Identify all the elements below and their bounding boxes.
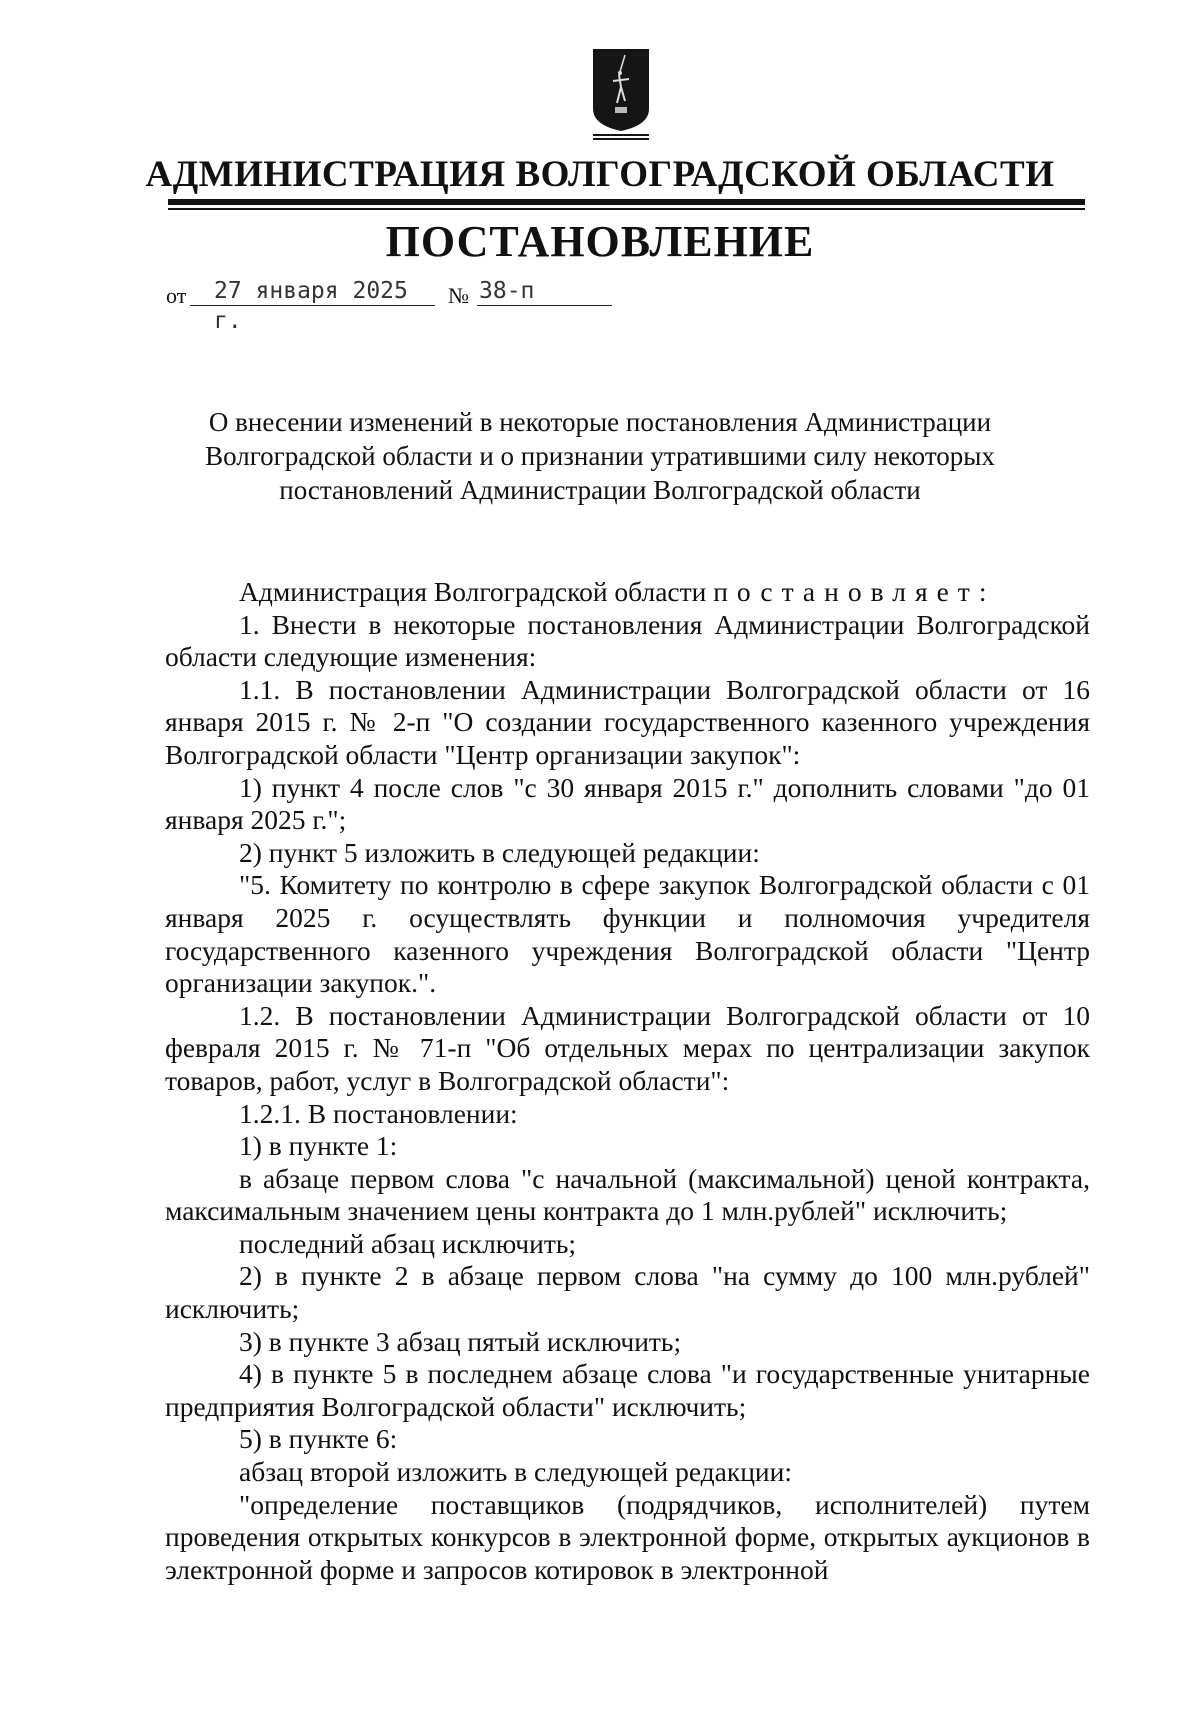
header-divider-thick	[168, 199, 1085, 205]
document-type-title: ПОСТАНОВЛЕНИЕ	[385, 217, 815, 266]
number-label: №	[448, 283, 469, 308]
preamble-decree-word: постановляет:	[713, 576, 996, 607]
paragraph: 2) в пункте 2 в абзаце первом слова "на сумму до 100 млн.рублей" исключить;	[165, 1260, 1090, 1325]
organization-title: АДМИНИСТРАЦИЯ ВОЛГОГРАДСКОЙ ОБЛАСТИ	[145, 154, 1055, 195]
paragraph: 1.2.1. В постановлении:	[239, 1097, 518, 1129]
document-subject: О внесении изменений в некоторые постановления Администрации Волгоградской области и о признании утратившими силу некоторых постановлений Администрации Волгоградской области	[205, 407, 995, 505]
paragraph: 5) в пункте 6:	[239, 1423, 398, 1455]
preamble-text: Администрация Волгоградской области	[239, 576, 714, 607]
paragraph: 4) в пункте 5 в последнем абзаце слова "и государственные унитарные предприятия Волгоградской области" исключить;	[165, 1358, 1090, 1422]
preamble	[165, 576, 1090, 609]
paragraph: "определение поставщиков (подрядчиков, исполнителей) путем проведения открытых конкурсов в электронной форме, открытых аукционов в электронной форме и запросов котировок в электронной	[165, 1488, 1090, 1585]
document-date: 27 января 2025 г.	[190, 276, 435, 306]
document-number: 38-п	[477, 276, 612, 306]
paragraph: "5. Комитету по контролю в сфере закупок Волгоградской области с 01 января 2025 г. осуществлять функции и полномочия учредителя государственного казенного учреждения Волгоградской области "Центр организации закупок.".	[165, 869, 1090, 999]
paragraph: 1.1. В постановлении Администрации Волгоградской области от 16 января 2015 г. № 2-п "О создании государственного казенного учреждения Волгоградской области "Центр организации закупок":	[165, 673, 1090, 770]
paragraph: 3) в пункте 3 абзац пятый исключить;	[239, 1325, 682, 1357]
paragraph: последний абзац исключить;	[239, 1227, 577, 1259]
paragraph: 1.2. В постановлении Администрации Волгоградской области от 10 февраля 2015 г. № 71-п "Об отдельных мерах по централизации закупок товаров, работ, услуг в Волгоградской области":	[165, 999, 1090, 1096]
coat-of-arms-icon	[589, 45, 653, 141]
date-label: от	[166, 283, 187, 308]
paragraph: 1. Внести в некоторые постановления Администрации Волгоградской области следующие изменения:	[165, 608, 1090, 673]
paragraph: абзац второй изложить в следующей редакции:	[239, 1456, 793, 1488]
paragraph: в абзаце первом слова "с начальной (максимальной) ценой контракта, максимальным значением цены контракта до 1 млн.рублей" исключить;	[165, 1162, 1090, 1227]
paragraph: 2) пункт 5 изложить в следующей редакции:	[239, 836, 760, 868]
paragraph: 1) пункт 4 после слов "с 30 января 2015 г." дополнить словами "до 01 января 2025 г.";	[165, 771, 1090, 836]
document-body	[165, 576, 1090, 1586]
header-divider-thin	[168, 208, 1085, 210]
paragraph: 1) в пункте 1:	[239, 1130, 398, 1162]
